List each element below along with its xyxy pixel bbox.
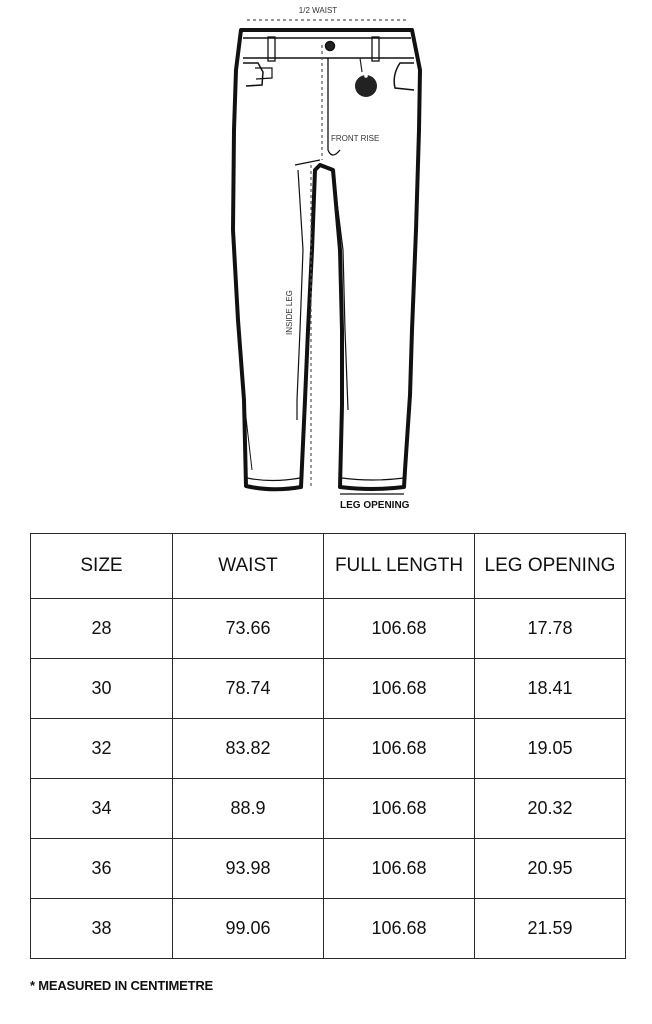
cell-waist: 78.74 bbox=[173, 659, 324, 719]
cell-size: 30 bbox=[31, 659, 173, 719]
table-row bbox=[31, 659, 626, 719]
cell-full-length: 106.68 bbox=[324, 779, 475, 839]
cell-waist: 83.82 bbox=[173, 719, 324, 779]
cell-waist: 93.98 bbox=[173, 839, 324, 899]
table-row bbox=[31, 719, 626, 779]
leg-opening-dimension bbox=[340, 494, 410, 511]
cell-leg-opening: 18.41 bbox=[475, 659, 626, 719]
cell-leg-opening: 19.05 bbox=[475, 719, 626, 779]
cell-size: 36 bbox=[31, 839, 173, 899]
cell-full-length: 106.68 bbox=[324, 899, 475, 959]
header-full-length: FULL LENGTH bbox=[324, 534, 475, 599]
leg-opening-label: LEG OPENING bbox=[340, 500, 410, 511]
table-row bbox=[31, 899, 626, 959]
cell-full-length: 106.68 bbox=[324, 659, 475, 719]
cell-leg-opening: 17.78 bbox=[475, 599, 626, 659]
half-waist-dimension bbox=[247, 6, 406, 20]
cell-waist: 73.66 bbox=[173, 599, 324, 659]
cell-leg-opening: 20.95 bbox=[475, 839, 626, 899]
cell-full-length: 106.68 bbox=[324, 599, 475, 659]
cell-size: 38 bbox=[31, 899, 173, 959]
header-leg-opening: LEG OPENING bbox=[475, 534, 626, 599]
cell-size: 28 bbox=[31, 599, 173, 659]
front-rise-dimension bbox=[322, 45, 379, 160]
pants-outline bbox=[233, 30, 420, 489]
cell-leg-opening: 21.59 bbox=[475, 899, 626, 959]
cell-full-length: 106.68 bbox=[324, 839, 475, 899]
table-row bbox=[31, 599, 626, 659]
half-waist-label: 1/2 WAIST bbox=[298, 6, 338, 15]
cell-full-length: 106.68 bbox=[324, 719, 475, 779]
header-waist: WAIST bbox=[173, 534, 324, 599]
cell-size: 32 bbox=[31, 719, 173, 779]
inside-leg-label: INSIDE LEG bbox=[285, 290, 294, 335]
cell-waist: 99.06 bbox=[173, 899, 324, 959]
cell-leg-opening: 20.32 bbox=[475, 779, 626, 839]
size-chart-table bbox=[30, 533, 626, 959]
table-row bbox=[31, 839, 626, 899]
cell-waist: 88.9 bbox=[173, 779, 324, 839]
cell-size: 34 bbox=[31, 779, 173, 839]
measurement-footnote: * MEASURED IN CENTIMETRE bbox=[30, 978, 213, 993]
hang-tag-icon bbox=[355, 58, 377, 97]
front-rise-label: FRONT RISE bbox=[331, 134, 380, 143]
table-row bbox=[31, 779, 626, 839]
header-size: SIZE bbox=[31, 534, 173, 599]
table-header-row bbox=[31, 534, 626, 599]
